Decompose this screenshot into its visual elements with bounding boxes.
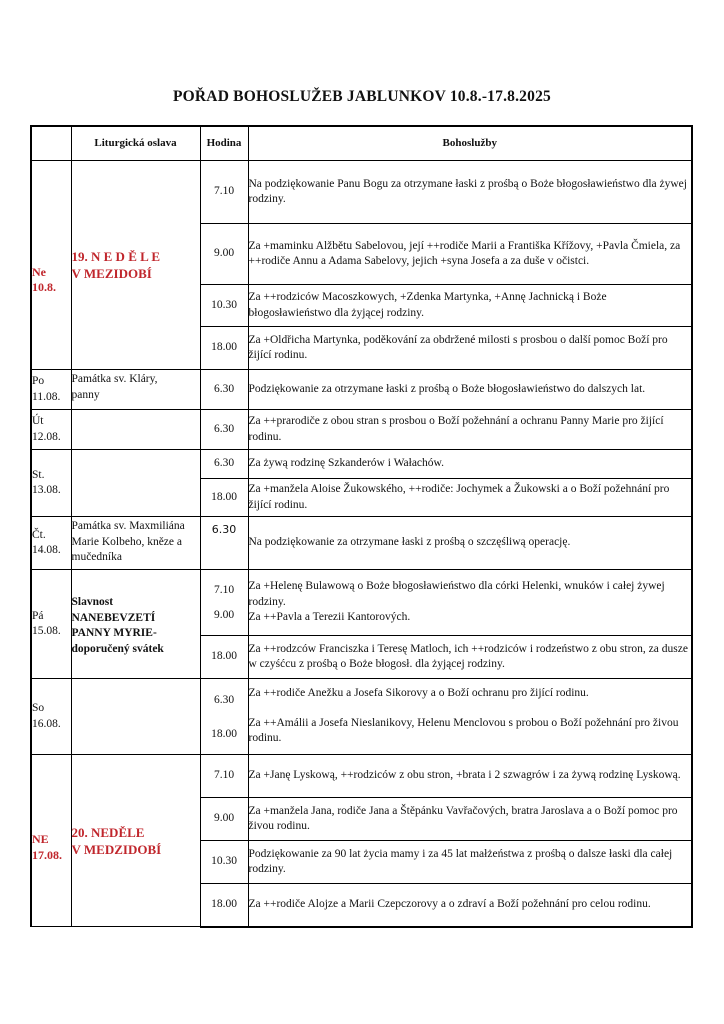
header-feast: Liturgická oslava [71,126,200,161]
table-row [31,450,692,479]
table-row [31,755,692,798]
day-name: Ne [32,264,46,279]
service-text: Na podziękowanie Panu Bogu za otrzymane łaski z prośbą o Boże błogosławieństwo dla żywej rodziny. [248,161,692,224]
day-cell [31,570,71,679]
table-row [31,161,692,224]
day-cell [31,517,71,570]
time-cell: 6.30 [200,410,248,450]
feast-line: NANEBEVZETÍ [71,611,156,624]
table-header-row [31,126,692,161]
feast-cell [71,679,200,755]
feast-line: V MEZIDOBÍ [71,266,152,281]
time-value: 18.00 [211,727,237,740]
time-cell [200,517,248,570]
service-text: Za +manžela Jana, rodiče Jana a Štěpánku Vavřačových, bratra Jaroslava a o Boží pomoc pro živou rodinu. [248,798,692,841]
time-cell: 9.00 [200,798,248,841]
time-cell: 18.00 [200,327,248,370]
day-date: 12.08. [32,430,61,443]
time-value: 6.30 [213,693,235,706]
time-cell: 6.30 [200,370,248,410]
day-cell [31,410,71,450]
service-text: Podziękowanie za 90 lat życia mamy i za 45 lat małżeństwa z prośbą o dalsze łaski dla całej rodziny. [248,841,692,884]
feast-line: 19. N E D Ě L E [71,249,160,264]
table-row [31,570,692,636]
feast-line: mučedníka [71,551,122,563]
feast-line: Marie Kolbeho, kněze a [71,535,182,548]
time-cell: 18.00 [200,636,248,679]
day-date: 11.08. [32,390,61,403]
time-cell: 7.10 [200,755,248,798]
day-name: Út [32,415,44,427]
service-text: Za ++rodziców Macoszkowych, +Zdenka Martynka, +Annę Jachnicką i Boże błogosławieństwo dla żyjącej rodziny. [248,285,692,327]
day-date: 14.08. [32,544,61,556]
day-date: 16.08. [32,717,61,730]
time-value: 7.10 [213,584,235,596]
feast-cell [71,450,200,517]
service-text: Za +Oldřicha Martynka, poděkování za obdržené milosti s prosbou o další pomoc Boží pro žijící rodinu. [248,327,692,370]
header-time: Hodina [200,126,248,161]
day-cell [31,450,71,517]
service-text: Za ++rodzców Franciszka i Teresę Matloch, ich ++rodziców i rodzeństwo z obu stron, za dusze w czyśćcu z prośbą o Boże błogosł. dla żyjącej rodziny. [248,636,692,679]
day-name: Po [32,375,45,387]
service-text: Za +Janę Lyskową, ++rodziców z obu stron, +brata i 2 szwagrów i za żywą rodzinę Lyskową. [248,755,692,798]
feast-cell [71,570,200,679]
header-services: Bohoslužby [248,126,692,161]
service-text: Za +maminku Alžbětu Sabelovou, její ++rodiče Marii a Františka Křížovy, +Pavla Čmiela, za ++rodiče Annu a Adama Sabelovy, jejich +syna Josefa a za duše v očistci. [248,224,692,285]
feast-cell [71,161,200,370]
service-text: Na podziękowanie za otrzymane łaski z prośbą o szczęśliwą operację. [248,517,692,570]
time-cell: 9.00 [200,224,248,285]
feast-line: Slavnost [71,596,114,608]
time-value: 9.00 [213,609,235,621]
day-date: 17.08. [32,847,62,862]
day-date: 10.8. [32,280,56,294]
day-cell [31,161,71,370]
feast-cell [71,410,200,450]
day-name: St. [32,468,45,481]
day-date: 13.08. [32,484,61,496]
time-value: 6.30 [211,523,237,536]
feast-line: doporučený svátek [71,642,164,655]
feast-cell [71,517,200,570]
day-name: Pá [32,609,44,622]
feast-line: Památka sv. Kláry, [71,373,158,385]
service-text: Podziękowanie za otrzymane łaski z prośbą o Boże błogosławieństwo do dalszych lat. [248,370,692,410]
feast-cell [71,370,200,410]
time-cell [200,679,248,755]
time-cell: 18.00 [200,884,248,927]
time-cell: 10.30 [200,285,248,327]
feast-line: 20. NEDĚLE [71,824,145,840]
table-row [31,410,692,450]
feast-line: V MEDZIDOBÍ [71,841,162,857]
day-date: 15.08. [32,625,61,637]
day-cell [31,755,71,927]
service-text: Za +manžela Aloise Žukowského, ++rodiče: Jochymek a Žukowski a o Boží požehnání pro žijící rodinu. [248,479,692,517]
time-cell: 6.30 [200,450,248,479]
feast-line: PANNY MYRIE- [71,627,157,639]
service-line: Za +Helenę Bulawową o Boże błogosławieństwo dla córki Helenki, wnuków i całej żywej rodziny. [248,580,665,608]
feast-line: panny [71,388,100,401]
table-row [31,679,692,755]
time-cell: 10.30 [200,841,248,884]
table-row [31,517,692,570]
service-text [248,570,692,636]
feast-line: Památka sv. Maxmiliána [71,520,185,532]
day-cell [31,679,71,755]
service-text [248,679,692,755]
day-cell [31,370,71,410]
service-text: Za ++rodiče Alojze a Marii Czepczorovy a o zdraví a Boží požehnání pro celou rodinu. [248,884,692,927]
time-cell: 7.10 [200,161,248,224]
service-line: Za ++Pavla a Terezii Kantorových. [248,611,411,624]
day-name: Čt. [32,528,46,541]
service-text: Za żywą rodzinę Szkanderów i Wałachów. [248,450,692,479]
service-line: Za ++rodiče Anežku a Josefa Sikorovy a o Boží ochranu pro žijící rodinu. [248,687,589,700]
day-name: So [32,702,45,714]
feast-cell [71,755,200,927]
service-line: Za ++Amálii a Josefa Nieslanikovy, Helenu Menclovou s probou o Boží požehnání pro živou rodinu. [248,716,679,745]
page-title: POŘAD BOHOSLUŽEB JABLUNKOV 10.8.-17.8.2025 [172,88,551,105]
table-row [31,370,692,410]
time-cell [200,570,248,636]
time-cell: 18.00 [200,479,248,517]
header-day [31,126,71,161]
day-name: NE [32,832,49,846]
service-text: Za ++prarodiče z obou stran s prosbou o Boží požehnání a ochranu Panny Marie pro žijící rodinu. [248,410,692,450]
schedule-table [30,125,693,928]
